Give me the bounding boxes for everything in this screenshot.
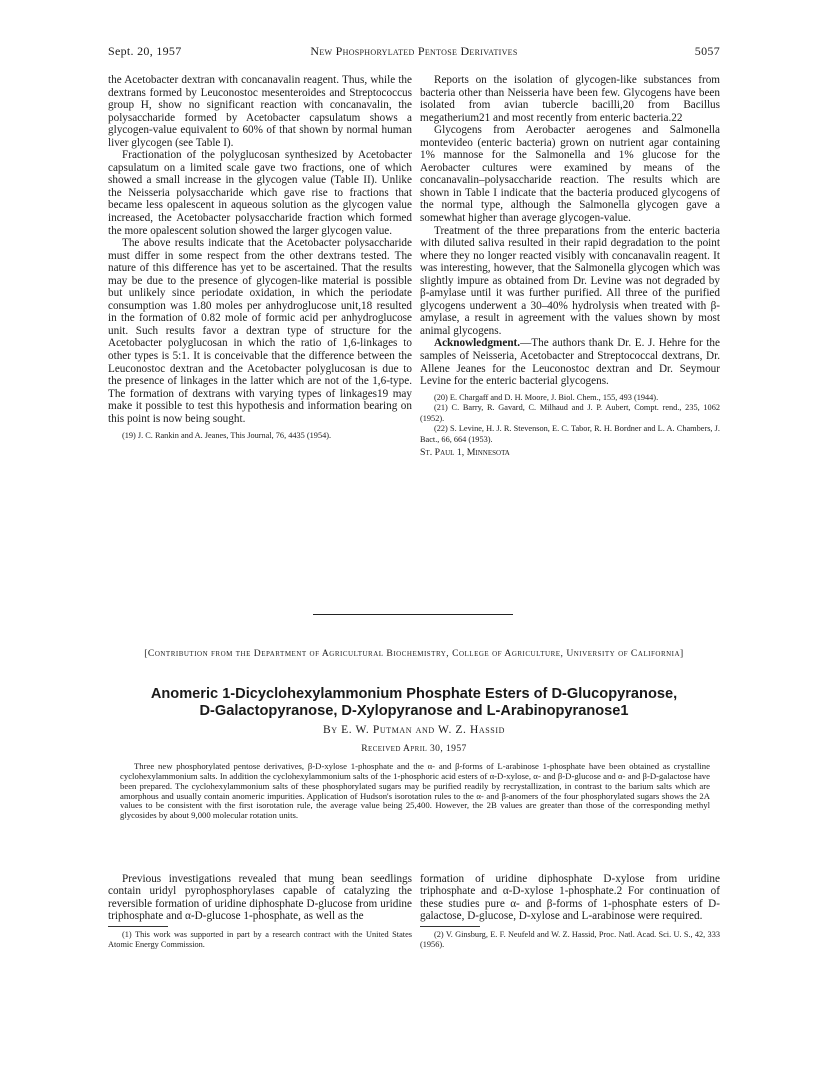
left-paragraph-3: The above results indicate that the Acetobacter polysaccharide must differ in some respect from the other dextrans tested. The nature of this difference has yet to be ascertained. That the results may be due to the presence of glycogen-like material is possible but unlikely since periodate oxidation, in which the periodate consumption was 1.80 moles per anhydroglucose unit,18 resulted in the formation of 0.82 mole of formic acid per anhydroglucose unit. Such results favor a dextran type of structure for the Acetobacter polyglucosan in which the ratio of 1,6-linkages to other types is 5:1. It is conceivable that the difference between the Leuconostoc dextran and the Acetobacter polyglucosan is due to the presence of linkages in the latter which are not of the 1,6-type. The formation of dextrans with varying types of linkages19 may make it possible to test this hypothesis and information bearing on this point is now being sought.	[108, 237, 412, 425]
article-title	[108, 686, 720, 720]
left-paragraph-1: the Acetobacter dextran with concanavalin reagent. Thus, while the dextrans formed by Leuconostoc mesenteroides and Streptococcus group H, show no significant reaction with concanavalin, the polysaccharide formed by Acetobacter capsulatum shows a glycogen-value equivalent to 60% of that shown by normal human liver glycogen (see Table I).	[108, 74, 412, 149]
article-title-line-1: Anomeric 1-Dicyclohexylammonium Phosphate Esters of D-Glucopyranose,	[150, 686, 678, 702]
article-authors: By E. W. Putman and W. Z. Hassid	[323, 724, 505, 736]
article-body-left	[108, 873, 412, 950]
abstract: Three new phosphorylated pentose derivatives, β-D-xylose 1-phosphate and the α- and β-forms of L-arabinose 1-phosphate have been obtained as crystalline cyclohexylammonium salts. In addition the cyclohexylammonium salts of the 1-phosphoric acid esters of α-D-xylose, α- and β-D-glucose and α- and β-D-galactose have been prepared. The cyclohexylammonium salts of these phosphorylated sugars may be purified readily by recrystallization, in contrast to the barium salts which are amorphous and usually contain anomeric impurities. Application of Hudson's isorotation rules to the α- and β-anomers of the four phosphorylated sugars shows the 2A values to be consistent with the first isorotation rule, the average value being 25,400. However, the 2B values are greater than those of the corresponding methyl glycosides by about 9,000 molecular rotation units.	[120, 761, 710, 821]
footnote-20: (20) E. Chargaff and D. H. Moore, J. Biol. Chem., 155, 493 (1944).	[434, 392, 659, 402]
location: St. Paul 1, Minnesota	[420, 447, 510, 459]
article-body-left-text: Previous investigations revealed that mung bean seedlings contain uridyl pyrophosphorylases capable of catalyzing the reversible formation of uridine diphosphate D-glucose from uridine triphosphate and α-D-glucose 1-phosphate, as well as the	[108, 873, 412, 923]
page-header	[108, 44, 720, 60]
article-title-line-2: D-Galactopyranose, D-Xylopyranose and L-Arabinopyranose1	[199, 703, 629, 719]
right-column	[420, 74, 720, 460]
section-divider	[313, 614, 513, 615]
footnote-1: (1) This work was supported in part by a research contract with the United States Atomic Energy Commission.	[108, 929, 412, 949]
header-running-title: New Phosphorylated Pentose Derivatives	[310, 44, 518, 58]
header-page-number: 5057	[694, 44, 720, 58]
footnote-19: (19) J. C. Rankin and A. Jeanes, This Journal, 76, 4435 (1954).	[122, 431, 332, 441]
acknowledgment	[420, 337, 720, 387]
footnote-2: (2) V. Ginsburg, E. F. Neufeld and W. Z. Hassid, Proc. Natl. Acad. Sci. U. S., 42, 333 (1956).	[420, 929, 720, 949]
received-date: Received April 30, 1957	[361, 743, 467, 754]
footnote-22: (22) S. Levine, H. J. R. Stevenson, E. C. Tabor, R. H. Bordner and L. A. Chambers, J. Bact., 66, 664 (1953).	[420, 424, 720, 444]
acknowledgment-text: —The authors thank Dr. E. J. Hehre for the samples of Neisseria, Acetobacter and Streptococcal dextrans, Dr. Allene Jeanes for the Leuconostoc dextran and Dr. Seymour Levine for the enteric bacterial glycogens.	[420, 337, 720, 388]
right-paragraph-2: Glycogens from Aerobacter aerogenes and Salmonella montevideo (enteric bacteria) grown on nutrient agar containing 1% mannose for the Salmonella and 1% glucose for the Aerobacter cultures were examined by means of the concanavalin–polysaccharide reaction. The results which are shown in Table I indicate that the bacteria produced glycogens of the normal type, although the Salmonella glycogen gave a somewhat higher than average glycogen-value.	[420, 124, 720, 225]
right-paragraph-3: Treatment of the three preparations from the enteric bacteria with diluted saliva resulted in their rapid degradation to the point where they no longer reacted visibly with concanavalin reagent. It was interesting, however, that the Salmonella glycogen which was slightly impure as obtained from Dr. Levine was not degraded by β-amylase until it was further purified. All three of the purified glycogens underwent a 30–40% hydrolysis when treated with β-amylase, a result in agreement with the values shown by most animal glycogens.	[420, 224, 720, 337]
article-body-right	[420, 873, 720, 950]
footnote-21: (21) C. Barry, R. Gavard, C. Milhaud and J. P. Aubert, Compt. rend., 235, 1062 (1952).	[420, 403, 720, 423]
article-body-right-text: formation of uridine diphosphate D-xylose from uridine triphosphate and α-D-xylose 1-phosphate.2 For continuation of these studies pure α- and β-forms of 1-phosphate esters of D-galactose, D-glucose, D-xylose and L-arabinose were required.	[420, 873, 720, 923]
footnote-rule	[108, 926, 168, 927]
header-date: Sept. 20, 1957	[108, 44, 182, 58]
acknowledgment-label: Acknowledgment.	[434, 337, 521, 350]
right-paragraph-1: Reports on the isolation of glycogen-like substances from bacteria other than Neisseria have been few. Glycogens have been isolated from avian tubercle bacilli,20 from Bacillus megatherium21 and most recently from enteric bacteria.22	[420, 74, 720, 124]
left-column	[108, 74, 412, 442]
left-paragraph-2: Fractionation of the polyglucosan synthesized by Acetobacter capsulatum on a limited scale gave two fractions, one of which showed a small increase in the glycogen value (Table II). Unlike the Neisseria polysaccharide which gave rise to fractions that became less opalescent in aqueous solution as the glycogen value increased, the Acetobacter polysaccharide fraction which formed the more opalescent solution showed the larger glycogen value.	[108, 149, 412, 237]
contribution-line: [Contribution from the Department of Agricultural Biochemistry, College of Agriculture, University of California]	[144, 648, 684, 659]
footnote-rule-right	[420, 926, 480, 927]
